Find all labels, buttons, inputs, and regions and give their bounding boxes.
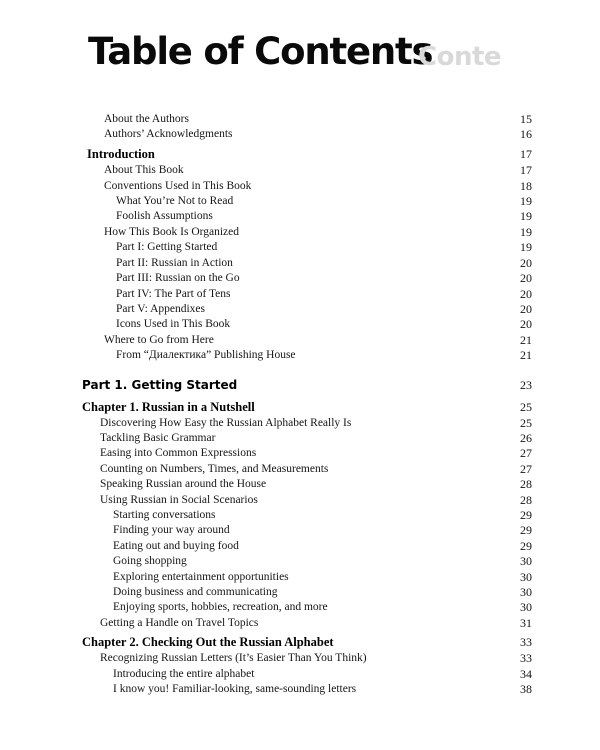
toc-entry-title: Exploring entertainment opportunities: [113, 571, 289, 583]
toc-entry-page: 23: [520, 378, 532, 392]
toc-subentry: [0, 239, 600, 255]
toc-entry-title: Where to Go from Here: [104, 334, 214, 346]
toc-entry-page: 27: [520, 462, 532, 476]
toc-entry-title: Icons Used in This Book: [116, 318, 231, 330]
toc-subentry: [0, 316, 600, 332]
toc-entry-title: Chapter 1. Russian in a Nutshell: [82, 400, 255, 414]
toc-entry-page: 20: [520, 287, 532, 301]
toc-entry-page: 19: [520, 225, 532, 239]
toc-entry-title: Part III: Russian on the Go: [116, 272, 240, 284]
toc-entry-title: How This Book Is Organized: [104, 226, 240, 238]
toc-entry-page: 15: [520, 112, 532, 126]
toc-subentry: [0, 301, 600, 317]
toc-entry-page: 30: [520, 585, 532, 599]
toc-entry-title: Eating out and buying food: [113, 540, 239, 552]
toc-entry-page: 38: [520, 682, 532, 696]
toc-entry-title: Part V: Appendixes: [116, 303, 206, 315]
toc-entry: [0, 126, 600, 142]
toc-entry: [0, 615, 600, 631]
toc-entry: [0, 162, 600, 178]
toc-entry-page: 33: [520, 635, 532, 649]
toc-entry: [0, 332, 600, 348]
toc-entry-title: Part II: Russian in Action: [116, 257, 233, 269]
toc-chapter-heading: [0, 634, 600, 650]
toc-entry-page: 25: [520, 400, 532, 414]
toc-entry-page: 30: [520, 600, 532, 614]
toc-entry-title: Easing into Common Expressions: [100, 447, 257, 459]
toc-entry-page: 19: [520, 209, 532, 223]
toc-entry-page: 17: [520, 147, 532, 161]
toc-entry-page: 19: [520, 240, 532, 254]
toc-entry-title: Speaking Russian around the House: [100, 478, 267, 490]
toc-subentry: [0, 270, 600, 286]
toc-entry-title: Getting a Handle on Travel Topics: [100, 617, 259, 629]
toc-subentry: [0, 522, 600, 538]
toc-entry-page: 28: [520, 493, 532, 507]
toc-entry-title: Chapter 2. Checking Out the Russian Alphabet: [82, 635, 334, 649]
toc-entry-page: 25: [520, 416, 532, 430]
toc-entry-page: 28: [520, 477, 532, 491]
toc-subentry: [0, 286, 600, 302]
toc-section-heading: [0, 146, 600, 162]
toc-entry-title: What You’re Not to Read: [116, 195, 234, 207]
toc-entry-page: 21: [520, 348, 532, 362]
toc-subentry: [0, 599, 600, 615]
toc-entry-title: I know you! Familiar-looking, same-sounding letters: [113, 683, 357, 695]
toc-entry-title: Tackling Basic Grammar: [100, 432, 216, 444]
toc-entry-page: 20: [520, 256, 532, 270]
toc-entry-page: 19: [520, 194, 532, 208]
toc-entry: [0, 430, 600, 446]
toc-entry: [0, 415, 600, 431]
toc-entry-title: Conventions Used in This Book: [104, 180, 252, 192]
toc-subentry: [0, 347, 600, 363]
bleed-through-text: Conte: [418, 42, 502, 72]
toc-entry-title: Part IV: The Part of Tens: [116, 288, 231, 300]
toc-entry-title: Starting conversations: [113, 509, 216, 521]
toc-entry: [0, 111, 600, 127]
toc-entry-title: Going shopping: [113, 555, 187, 567]
toc-entry-title: Introducing the entire alphabet: [113, 668, 255, 680]
toc-entry-title: About the Authors: [104, 113, 189, 125]
toc-entry-page: 27: [520, 446, 532, 460]
toc-entry-page: 29: [520, 523, 532, 537]
toc-entry-title: Introduction: [87, 147, 155, 161]
toc-entry-title: Doing business and communicating: [113, 586, 278, 598]
toc-entry-page: 20: [520, 271, 532, 285]
toc-entry-title: Counting on Numbers, Times, and Measurements: [100, 463, 329, 475]
toc-entry-page: 16: [520, 127, 532, 141]
toc-subentry: [0, 666, 600, 682]
toc-entry-title: Part I: Getting Started: [116, 241, 218, 253]
toc-entry: [0, 476, 600, 492]
toc-entry-page: 31: [520, 616, 532, 630]
toc-entry-page: 26: [520, 431, 532, 445]
toc-subentry: [0, 569, 600, 585]
toc-entry-title: Enjoying sports, hobbies, recreation, and more: [113, 601, 328, 613]
page-title: Table of Contents: [88, 30, 433, 73]
toc-entry-page: 29: [520, 539, 532, 553]
toc-chapter-heading: [0, 399, 600, 415]
toc-subentry: [0, 193, 600, 209]
toc-entry-page: 30: [520, 570, 532, 584]
toc-entry-title: Authors’ Acknowledgments: [104, 128, 233, 140]
toc-entry-page: 34: [520, 667, 532, 681]
toc-entry: [0, 178, 600, 194]
toc-entry: [0, 461, 600, 477]
toc-entry-page: 30: [520, 554, 532, 568]
toc-entry: [0, 445, 600, 461]
toc-entry-page: 18: [520, 179, 532, 193]
toc-subentry: [0, 538, 600, 554]
toc-subentry: [0, 584, 600, 600]
toc-entry-page: 33: [520, 651, 532, 665]
toc-subentry: [0, 553, 600, 569]
toc-entry-page: 20: [520, 302, 532, 316]
toc-entry-title: From “Диалектика” Publishing House: [116, 349, 296, 361]
toc-entry-title: Discovering How Easy the Russian Alphabet Really Is: [100, 417, 352, 429]
toc-entry: [0, 492, 600, 508]
toc-entry-title: Using Russian in Social Scenarios: [100, 494, 258, 506]
toc-subentry: [0, 507, 600, 523]
toc-subentry: [0, 255, 600, 271]
toc-entry-page: 21: [520, 333, 532, 347]
toc-entry-page: 29: [520, 508, 532, 522]
toc-entry-page: 20: [520, 317, 532, 331]
toc-entry-title: Foolish Assumptions: [116, 210, 213, 222]
toc-entry-title: Recognizing Russian Letters (It’s Easier Than You Think): [100, 652, 367, 664]
toc-entry-title: Part 1. Getting Started: [82, 378, 238, 392]
toc-subentry: [0, 681, 600, 697]
toc-entry-title: About This Book: [104, 164, 184, 176]
toc-entry-page: 17: [520, 163, 532, 177]
toc-entry: [0, 650, 600, 666]
toc-entry-title: Finding your way around: [113, 524, 230, 536]
toc-entry: [0, 224, 600, 240]
toc-part-heading: [0, 377, 600, 393]
toc-subentry: [0, 208, 600, 224]
